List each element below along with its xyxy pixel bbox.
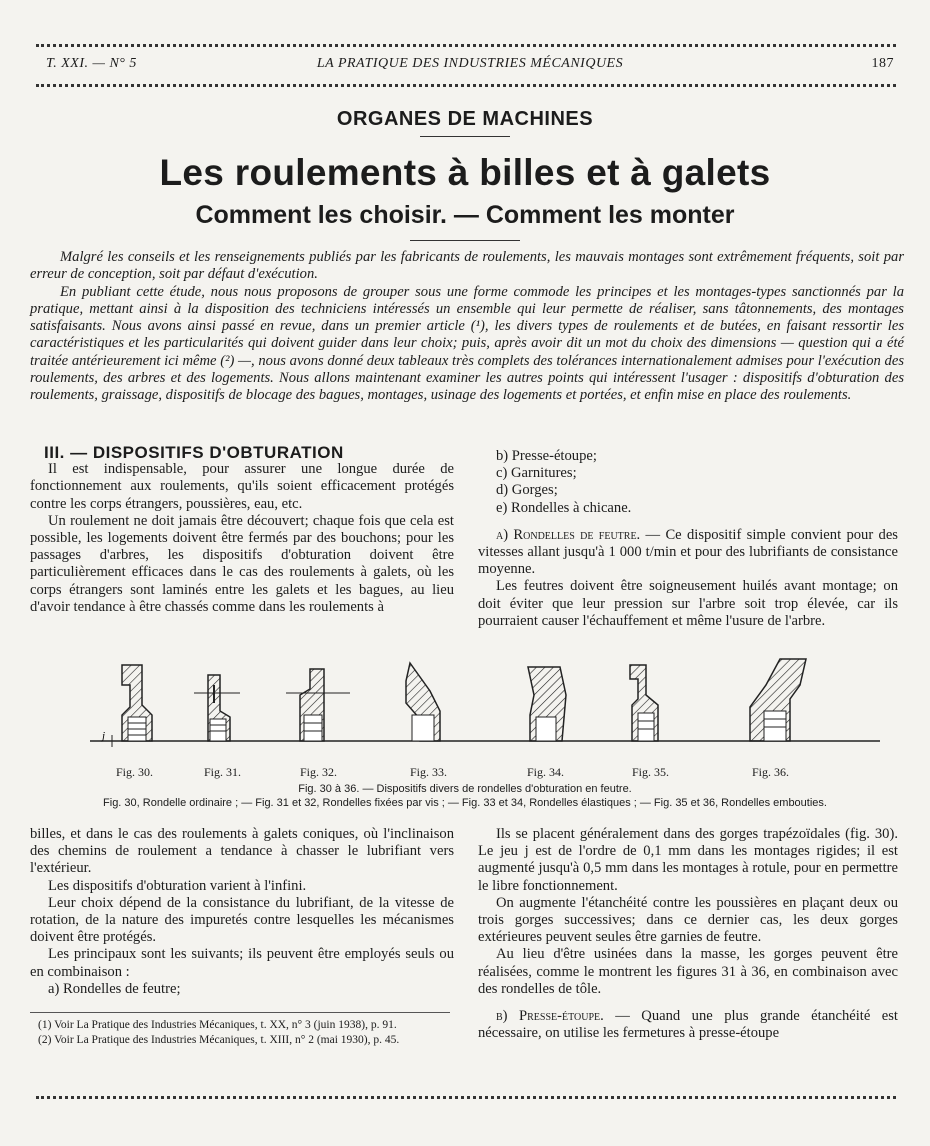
figures-30-36 bbox=[90, 655, 880, 765]
subsection-text: — Ce dispositif simple convient pour des vitesses allant jusqu'à 1 000 t/min et pour des lubrifiants de consistance moyenne. bbox=[478, 526, 898, 578]
figure-label: Fig. 36. bbox=[752, 765, 790, 779]
footnote: (2) Voir La Pratique des Industries Mécaniques, t. XIII, n° 2 (mai 1930), p. 45. bbox=[38, 1034, 400, 1046]
introduction bbox=[30, 249, 904, 405]
footnote-rule bbox=[30, 1012, 450, 1013]
fig-31-drawing bbox=[194, 675, 240, 741]
section-heading: III. — DISPOSITIFS D'OBTURATION bbox=[44, 443, 344, 462]
fig-36-drawing bbox=[750, 659, 806, 741]
figure-caption: Fig. 30 à 36. — Dispositifs divers de rondelles d'obturation en feutre. bbox=[298, 783, 632, 795]
subsection-label: b) Presse-étoupe. bbox=[496, 1008, 604, 1025]
fig-32-drawing bbox=[286, 669, 350, 741]
right-column-top bbox=[478, 448, 898, 630]
body-paragraph: Au lieu d'être usinées dans la masse, les gorges peuvent être réalisées, comme le montrent les figures 31 à 36, en combinaison avec des rondelles de tôle. bbox=[478, 946, 898, 997]
fig-34-drawing bbox=[528, 667, 566, 741]
intro-paragraph: En publiant cette étude, nous nous proposons de grouper sous une forme commode les principes et les montages-types sanctionnés par la pratique, mettant ainsi à la disposition des techniciens intéressés un ensemble qui leur permette de réaliser, sans tâtonnements, des montages satisfaisants. Nous avons ainsi passé en revue, dans un premier article (¹), les divers types de roulements et de butées, en faisant ressortir les caractéristiques et les particularités qui doivent guider dans leur choix; puis, après avoir dit un mot du choix des dimensions — question qui a été traitée antérieurement ici même (²) —, nous avons donné deux tableaux très complets des tolérances internationalement admises pour l'exécution des roulements, des arbres et des logements. Nous allons maintenant examiner les autres points qui intéressent l'usager : dispositifs d'obturation des roulements, graissage, dispositifs de blocage des bagues, montages, usinage des logements et portées, et enfin mise en place des roulements. bbox=[30, 283, 904, 404]
intro-paragraph: Malgré les conseils et les renseignements publiés par les fabricants de roulements, les mauvais montages sont extrêmement fréquents, soit par erreur de conception, soit par défaut d'exécution. bbox=[30, 249, 904, 283]
body-paragraph bbox=[478, 527, 898, 579]
body-paragraph: Les feutres doivent être soigneusement huilés avant montage; on doit éviter que leur pression sur l'arbre soit trop élevée, car ils pourraient causer l'échauffement et même l'usure de l'arbre. bbox=[478, 578, 898, 629]
body-paragraph: Ils se placent généralement dans des gorges trapézoïdales (fig. 30). Le jeu j est de l'ordre de 0,1 mm dans les montages rigides; il est augmenté jusqu'à 0,5 mm dans les montages à rotule, pour en permettre le libre fonctionnement. bbox=[478, 826, 898, 894]
list-item: d) Gorges; bbox=[496, 482, 558, 499]
list-item: e) Rondelles à chicane. bbox=[496, 499, 632, 516]
body-paragraph: Les dispositifs d'obturation varient à l'infini. bbox=[48, 877, 307, 894]
body-paragraph: a) Rondelles de feutre; bbox=[48, 980, 181, 997]
list-item: c) Garnitures; bbox=[496, 465, 577, 482]
article-title: Les roulements à billes et à galets bbox=[159, 152, 771, 193]
footnote: (1) Voir La Pratique des Industries Mécaniques, t. XX, n° 3 (juin 1938), p. 91. bbox=[38, 1019, 397, 1031]
figure-label: Fig. 30. bbox=[116, 765, 154, 779]
body-paragraph: Il est indispensable, pour assurer une longue durée de fonctionnement aux roulements, qu'ils soient efficacement protégés contre les corps étrangers, poussières, eau, etc. bbox=[30, 461, 454, 512]
body-paragraph: Leur choix dépend de la consistance du lubrifiant, de la vitesse de rotation, de la nature des impuretés contre lesquelles les mécanismes doivent être protégés. bbox=[30, 894, 454, 946]
body-paragraph: Un roulement ne doit jamais être découvert; chaque fois que cela est possible, les logements doivent être fermés par des bouchons; pour les passages d'arbres, les dispositifs d'obturation doivent être particulièrement efficaces dans le cas des roulements à galets, où les corps étrangers sont laminés entre les galets et les bagues, au lieu d'avoir tendance à être chassés comme dans les roulements à bbox=[30, 512, 454, 615]
body-paragraph: Les principaux sont les suivants; ils peuvent être employés seuls ou en combinaison : bbox=[30, 946, 454, 980]
body-paragraph bbox=[478, 1008, 898, 1042]
figure-caption-detail: Fig. 30, Rondelle ordinaire ; — Fig. 31 et 32, Rondelles fixées par vis ; — Fig. 33 et 34, Rondelles élastiques ; — Fig. 35 et 36, Rondelles embouties. bbox=[103, 797, 827, 809]
fig-30-drawing bbox=[100, 665, 152, 747]
page-number: 187 bbox=[871, 56, 894, 71]
figure-label: Fig. 34. bbox=[527, 765, 565, 779]
figure-label: Fig. 33. bbox=[410, 765, 448, 779]
bottom-dotted-rule bbox=[36, 1096, 896, 1099]
header-dotted-rule bbox=[36, 84, 896, 87]
running-header bbox=[46, 56, 894, 76]
left-column-bottom bbox=[30, 826, 454, 998]
figure-label: Fig. 35. bbox=[632, 765, 670, 779]
figure-labels bbox=[0, 765, 930, 781]
top-dotted-rule bbox=[36, 44, 896, 47]
subsection-text: — Quand une plus grande étanchéité est nécessaire, on utilise les fermetures à presse-étoupe bbox=[478, 1008, 898, 1042]
subsection-label: a) Rondelles de feutre. bbox=[496, 526, 641, 543]
list-item: b) Presse-étoupe; bbox=[496, 448, 597, 464]
rubric-rule bbox=[420, 136, 510, 137]
left-column-top bbox=[30, 444, 454, 616]
article-subtitle: Comment les choisir. — Comment les monter bbox=[195, 201, 735, 229]
footnotes bbox=[30, 1018, 450, 1048]
fig-35-drawing bbox=[630, 665, 658, 741]
body-paragraph: On augmente l'étanchéité contre les poussières en plaçant deux ou trois gorges successives; dans ce dernier cas, les deux gorges extérieures peuvent seules être garnies de feutre. bbox=[478, 894, 898, 946]
clearance-j-label: j bbox=[102, 730, 106, 742]
body-paragraph: billes, et dans le cas des roulements à galets coniques, où l'inclinaison des chemins de roulement a tendance à chasser le lubrifiant vers l'extérieur. bbox=[30, 826, 454, 877]
title-rule bbox=[410, 240, 520, 241]
right-column-bottom bbox=[478, 826, 898, 1042]
figure-label: Fig. 31. bbox=[204, 765, 242, 779]
volume-number: T. XXI. — N° 5 bbox=[46, 56, 137, 71]
figure-label: Fig. 32. bbox=[300, 765, 338, 779]
journal-title: LA PRATIQUE DES INDUSTRIES MÉCANIQUES bbox=[316, 56, 624, 71]
rubric: ORGANES DE MACHINES bbox=[336, 108, 594, 130]
fig-33-drawing bbox=[406, 663, 440, 741]
